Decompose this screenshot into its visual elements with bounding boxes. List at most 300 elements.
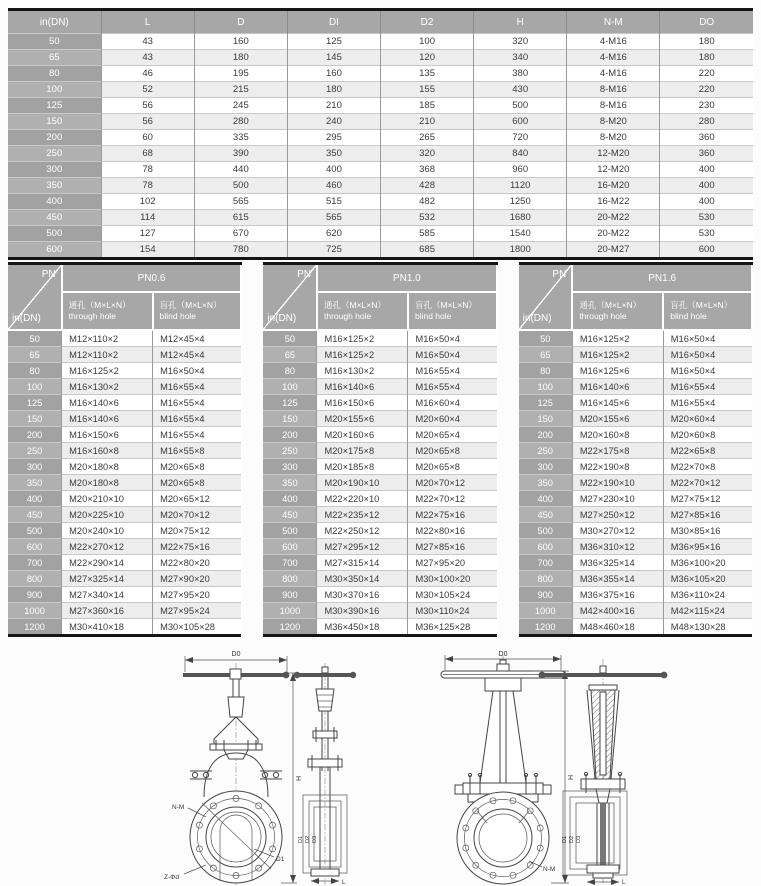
data-cell: M16×50×4	[408, 330, 497, 347]
data-cell: 615	[194, 210, 287, 226]
data-cell: 400	[660, 194, 753, 210]
column-header: DI	[287, 10, 380, 34]
blind-hole-header	[663, 292, 752, 330]
row-header-cell: 300	[263, 459, 317, 475]
table-row	[519, 475, 752, 491]
table-row	[8, 178, 753, 194]
corner-dn-label: in(DN)	[267, 313, 297, 324]
data-cell: M20×60×8	[663, 427, 752, 443]
data-cell: 530	[660, 210, 753, 226]
data-cell: 440	[194, 162, 287, 178]
data-cell: 20-M22	[567, 210, 660, 226]
through-hole-cn: 通孔（M×L×N）	[323, 300, 386, 311]
table-row	[8, 555, 241, 571]
data-cell: M30×370×16	[317, 587, 408, 603]
data-cell: M36×110×24	[663, 587, 752, 603]
row-header-cell: 400	[263, 491, 317, 507]
data-cell: 350	[287, 146, 380, 162]
row-header-cell: 600	[8, 539, 62, 555]
row-header-cell: 50	[519, 330, 573, 347]
data-cell: M30×350×14	[317, 571, 408, 587]
row-header-cell: 80	[519, 363, 573, 379]
data-cell: M16×50×4	[153, 363, 242, 379]
data-cell: 482	[381, 194, 474, 210]
data-cell: 56	[101, 98, 194, 114]
data-cell: 127	[101, 226, 194, 242]
data-cell: 430	[474, 82, 567, 98]
data-cell: 210	[287, 98, 380, 114]
data-cell: 12-M20	[567, 146, 660, 162]
row-header-cell: 1000	[8, 603, 62, 619]
table-row	[263, 571, 496, 587]
data-cell: 280	[660, 114, 753, 130]
table-row	[8, 411, 241, 427]
pn-rating-label: PN0.6	[62, 264, 242, 293]
data-cell: M16×55×4	[153, 379, 242, 395]
data-cell: M20×155×6	[572, 411, 663, 427]
dim-d0-label: D0	[498, 651, 508, 658]
data-cell: 180	[287, 82, 380, 98]
data-cell: 428	[381, 178, 474, 194]
row-header-cell: 65	[8, 50, 101, 66]
data-cell: M20×60×4	[663, 411, 752, 427]
row-header-cell: 700	[8, 555, 62, 571]
table-row	[263, 395, 496, 411]
data-cell: M20×175×8	[317, 443, 408, 459]
table-row	[8, 114, 753, 130]
row-header-cell: 700	[519, 555, 573, 571]
data-cell: 8-M20	[567, 114, 660, 130]
data-cell: 400	[660, 178, 753, 194]
table-row	[8, 82, 753, 98]
data-cell: M20×240×10	[62, 523, 153, 539]
row-header-cell: 450	[8, 507, 62, 523]
data-cell: 840	[474, 146, 567, 162]
corner-dn-label: in(DN)	[12, 313, 41, 324]
row-header-cell: 50	[8, 330, 62, 347]
data-cell: 195	[194, 66, 287, 82]
data-cell: M20×70×12	[153, 507, 242, 523]
table-row	[8, 475, 241, 491]
data-cell: M22×80×20	[153, 555, 242, 571]
data-cell: M20×60×4	[408, 411, 497, 427]
pn-rating-label: PN1.6	[572, 264, 752, 293]
column-header: L	[101, 10, 194, 34]
table-row	[8, 98, 753, 114]
data-cell: 160	[287, 66, 380, 82]
table-row	[519, 330, 752, 347]
data-cell: M27×85×16	[408, 539, 497, 555]
data-cell: M27×85×16	[663, 507, 752, 523]
pn06-table	[8, 262, 242, 637]
row-header-cell: 200	[8, 130, 101, 146]
data-cell: 145	[287, 50, 380, 66]
data-cell: M30×270×12	[572, 523, 663, 539]
data-cell: M12×110×2	[62, 330, 153, 347]
data-cell: M22×270×12	[62, 539, 153, 555]
data-cell: M48×130×28	[663, 619, 752, 636]
data-cell: 240	[287, 114, 380, 130]
table-row	[519, 539, 752, 555]
data-cell: 780	[194, 242, 287, 259]
table-row	[8, 603, 241, 619]
data-cell: 500	[194, 178, 287, 194]
through-hole-header	[62, 292, 153, 330]
dimension-table-header	[8, 10, 753, 34]
data-cell: 78	[101, 162, 194, 178]
data-cell: 43	[101, 34, 194, 50]
data-cell: M20×190×10	[317, 475, 408, 491]
data-cell: M16×150×6	[62, 427, 153, 443]
row-header-cell: 1000	[263, 603, 317, 619]
data-cell: 56	[101, 114, 194, 130]
blind-hole-cn: 盲孔（M×L×N）	[414, 300, 477, 311]
data-cell: 180	[194, 50, 287, 66]
data-cell: M36×375×16	[572, 587, 663, 603]
row-header-cell: 250	[519, 443, 573, 459]
data-cell: 46	[101, 66, 194, 82]
table-row	[263, 555, 496, 571]
data-cell: M16×55×4	[408, 363, 497, 379]
row-header-cell: 200	[263, 427, 317, 443]
data-cell: 1800	[474, 242, 567, 259]
row-header-cell: 500	[519, 523, 573, 539]
table-row	[519, 395, 752, 411]
data-cell: M16×160×8	[62, 443, 153, 459]
row-header-cell: 350	[519, 475, 573, 491]
blind-hole-header	[408, 292, 497, 330]
data-cell: M27×295×12	[317, 539, 408, 555]
data-cell: M20×155×6	[317, 411, 408, 427]
through-hole-cn: 通孔（M×L×N）	[68, 300, 131, 311]
table-row	[519, 571, 752, 587]
dimension-table-body	[8, 34, 753, 259]
column-header: in(DN)	[8, 10, 101, 34]
data-cell: 114	[101, 210, 194, 226]
data-cell: 100	[381, 34, 474, 50]
data-cell: 360	[660, 130, 753, 146]
blind-hole-cn: 盲孔（M×L×N）	[670, 300, 733, 311]
corner-pn-label: PN	[297, 269, 311, 280]
table-row	[8, 459, 241, 475]
data-cell: M20×75×12	[153, 523, 242, 539]
data-cell: 210	[381, 114, 474, 130]
row-header-cell: 350	[263, 475, 317, 491]
data-cell: 4-M16	[567, 50, 660, 66]
table-row	[8, 363, 241, 379]
data-cell: M20×65×8	[153, 459, 242, 475]
data-cell: 4-M16	[567, 34, 660, 50]
dim-nm-label: N-M	[543, 866, 556, 873]
data-cell: M30×110×24	[408, 603, 497, 619]
row-header-cell: 100	[8, 379, 62, 395]
table-row	[263, 523, 496, 539]
data-cell: M20×160×6	[317, 427, 408, 443]
data-cell: M16×130×2	[62, 379, 153, 395]
data-cell: M16×130×2	[317, 363, 408, 379]
table-row	[519, 523, 752, 539]
data-cell: M22×175×8	[572, 443, 663, 459]
dim-nm-label: N-M	[172, 804, 185, 811]
data-cell: M20×65×12	[153, 491, 242, 507]
table-row	[8, 619, 241, 636]
data-cell: M20×210×10	[62, 491, 153, 507]
pn-tables-row	[8, 262, 753, 637]
row-header-cell: 700	[263, 555, 317, 571]
corner-pn-label: PN	[552, 269, 567, 280]
corner-header-cell	[8, 264, 62, 331]
table-row	[263, 443, 496, 459]
data-cell: M16×50×4	[663, 330, 752, 347]
column-header: H	[474, 10, 567, 34]
data-cell: 20-M22	[567, 226, 660, 242]
dim-h-label: H	[296, 775, 303, 781]
blind-hole-en: blind hole	[414, 311, 452, 321]
data-cell: M36×325×14	[572, 555, 663, 571]
data-cell: M20×70×12	[408, 475, 497, 491]
table-row	[8, 427, 241, 443]
data-cell: 135	[381, 66, 474, 82]
row-header-cell: 300	[8, 459, 62, 475]
data-cell: M30×390×16	[317, 603, 408, 619]
data-cell: 1250	[474, 194, 567, 210]
table-row	[8, 395, 241, 411]
data-cell: 620	[287, 226, 380, 242]
row-header-cell: 500	[8, 523, 62, 539]
table-row	[519, 379, 752, 395]
data-cell: M16×125×2	[572, 330, 663, 347]
data-cell: 220	[660, 82, 753, 98]
data-cell: 185	[381, 98, 474, 114]
data-cell: M22×70×12	[408, 491, 497, 507]
row-header-cell: 500	[263, 523, 317, 539]
data-cell: M16×125×6	[572, 363, 663, 379]
row-header-cell: 1000	[519, 603, 573, 619]
data-cell: M16×150×6	[317, 395, 408, 411]
data-cell: 180	[660, 50, 753, 66]
table-row	[263, 587, 496, 603]
blind-hole-en: blind hole	[670, 311, 707, 321]
row-header-cell: 350	[8, 178, 101, 194]
table-row	[263, 427, 496, 443]
dim-h-label: H	[568, 774, 575, 780]
data-cell: M27×315×14	[317, 555, 408, 571]
blind-hole-en: blind hole	[159, 311, 197, 321]
row-header-cell: 100	[519, 379, 573, 395]
data-cell: M27×95×20	[408, 555, 497, 571]
data-cell: M16×145×6	[572, 395, 663, 411]
data-cell: M42×400×16	[572, 603, 663, 619]
row-header-cell: 50	[8, 34, 101, 50]
row-header-cell: 65	[8, 347, 62, 363]
data-cell: M16×50×4	[663, 347, 752, 363]
data-cell: M20×180×8	[62, 475, 153, 491]
data-cell: 720	[474, 130, 567, 146]
table-row	[8, 587, 241, 603]
row-header-cell: 400	[519, 491, 573, 507]
data-cell: 380	[474, 66, 567, 82]
data-cell: 670	[194, 226, 287, 242]
dim-l-label: L	[342, 880, 346, 885]
data-cell: M16×125×2	[317, 347, 408, 363]
pn06-table-body	[8, 330, 241, 636]
data-cell: M22×75×16	[153, 539, 242, 555]
row-header-cell: 900	[519, 587, 573, 603]
table-row	[8, 571, 241, 587]
pn16-table-body	[519, 330, 752, 636]
data-cell: M22×190×10	[572, 475, 663, 491]
dim-side-d3-label: D3	[576, 835, 582, 843]
dim-side-d3-label: D3	[312, 835, 318, 843]
data-cell: M36×310×12	[572, 539, 663, 555]
data-cell: 154	[101, 242, 194, 259]
table-row	[263, 619, 496, 636]
table-row	[519, 507, 752, 523]
column-header: D	[194, 10, 287, 34]
data-cell: M30×410×18	[62, 619, 153, 636]
data-cell: M27×340×14	[62, 587, 153, 603]
data-cell: 390	[194, 146, 287, 162]
data-cell: M22×190×8	[572, 459, 663, 475]
data-cell: M36×95×16	[663, 539, 752, 555]
table-row	[8, 34, 753, 50]
through-hole-cn: 通孔（M×L×N）	[579, 300, 642, 311]
table-row	[263, 379, 496, 395]
data-cell: 102	[101, 194, 194, 210]
through-hole-en: through hole	[323, 311, 372, 321]
data-cell: M16×55×4	[663, 395, 752, 411]
table-row	[263, 603, 496, 619]
table-row	[519, 603, 752, 619]
data-cell: 78	[101, 178, 194, 194]
data-cell: M22×75×16	[408, 507, 497, 523]
blind-hole-header	[153, 292, 242, 330]
data-cell: M30×105×28	[153, 619, 242, 636]
data-cell: M16×125×2	[572, 347, 663, 363]
data-cell: 16-M20	[567, 178, 660, 194]
through-hole-en: through hole	[68, 311, 116, 321]
row-header-cell: 900	[263, 587, 317, 603]
row-header-cell: 150	[8, 411, 62, 427]
row-header-cell: 125	[8, 98, 101, 114]
table-row	[8, 330, 241, 347]
data-cell: 585	[381, 226, 474, 242]
row-header-cell: 100	[8, 82, 101, 98]
row-header-cell: 250	[8, 146, 101, 162]
row-header-cell: 1200	[519, 619, 573, 636]
blind-hole-cn: 盲孔（M×L×N）	[159, 300, 222, 311]
table-row	[263, 347, 496, 363]
row-header-cell: 200	[519, 427, 573, 443]
data-cell: M16×60×4	[408, 395, 497, 411]
data-cell: 125	[287, 34, 380, 50]
data-cell: 68	[101, 146, 194, 162]
table-row	[519, 587, 752, 603]
table-row	[263, 491, 496, 507]
data-cell: 220	[660, 66, 753, 82]
data-cell: M20×65×8	[153, 475, 242, 491]
table-row	[8, 66, 753, 82]
data-cell: M22×250×12	[317, 523, 408, 539]
data-cell: 320	[381, 146, 474, 162]
row-header-cell: 800	[8, 571, 62, 587]
data-cell: 120	[381, 50, 474, 66]
table-row	[263, 363, 496, 379]
row-header-cell: 300	[519, 459, 573, 475]
data-cell: M27×325×14	[62, 571, 153, 587]
data-cell: M16×55×4	[408, 379, 497, 395]
table-row	[519, 459, 752, 475]
data-cell: M22×290×14	[62, 555, 153, 571]
data-cell: M22×65×8	[663, 443, 752, 459]
pn10-table-body	[263, 330, 496, 636]
data-cell: 400	[287, 162, 380, 178]
data-cell: M20×65×8	[408, 459, 497, 475]
data-cell: 16-M22	[567, 194, 660, 210]
row-header-cell: 80	[263, 363, 317, 379]
table-row	[519, 619, 752, 636]
data-cell: 180	[660, 34, 753, 50]
data-cell: M16×140×6	[62, 411, 153, 427]
table-row	[519, 491, 752, 507]
data-cell: M12×45×4	[153, 347, 242, 363]
data-cell: M16×55×4	[153, 427, 242, 443]
data-cell: 340	[474, 50, 567, 66]
row-header-cell: 450	[519, 507, 573, 523]
data-cell: 8-M20	[567, 130, 660, 146]
data-cell: M16×125×2	[317, 330, 408, 347]
column-header: DO	[660, 10, 753, 34]
row-header-cell: 350	[8, 475, 62, 491]
data-cell: 725	[287, 242, 380, 259]
table-row	[263, 411, 496, 427]
table-row	[263, 459, 496, 475]
data-cell: M22×80×16	[408, 523, 497, 539]
table-row	[263, 539, 496, 555]
data-cell: M30×85×16	[663, 523, 752, 539]
row-header-cell: 150	[8, 114, 101, 130]
dim-d1-label: D1	[276, 856, 285, 863]
data-cell: 160	[194, 34, 287, 50]
table-row	[8, 226, 753, 242]
row-header-cell: 80	[8, 363, 62, 379]
data-cell: M20×225×10	[62, 507, 153, 523]
data-cell: 12-M20	[567, 162, 660, 178]
dim-side-d2-label: D2	[569, 835, 575, 843]
data-cell: 8-M16	[567, 82, 660, 98]
dimension-table	[8, 8, 753, 260]
table-row	[8, 523, 241, 539]
data-cell: 43	[101, 50, 194, 66]
data-cell: M27×360×16	[62, 603, 153, 619]
table-row	[8, 379, 241, 395]
data-cell: 960	[474, 162, 567, 178]
table-row	[8, 210, 753, 226]
row-header-cell: 600	[8, 242, 101, 259]
table-row	[8, 507, 241, 523]
row-header-cell: 600	[519, 539, 573, 555]
data-cell: 4-M16	[567, 66, 660, 82]
data-cell: M12×110×2	[62, 347, 153, 363]
data-cell: M30×105×24	[408, 587, 497, 603]
data-cell: M16×55×4	[153, 411, 242, 427]
row-header-cell: 1200	[263, 619, 317, 636]
table-row	[8, 146, 753, 162]
data-cell: 1540	[474, 226, 567, 242]
row-header-cell: 100	[263, 379, 317, 395]
data-cell: M27×230×10	[572, 491, 663, 507]
table-row	[8, 130, 753, 146]
